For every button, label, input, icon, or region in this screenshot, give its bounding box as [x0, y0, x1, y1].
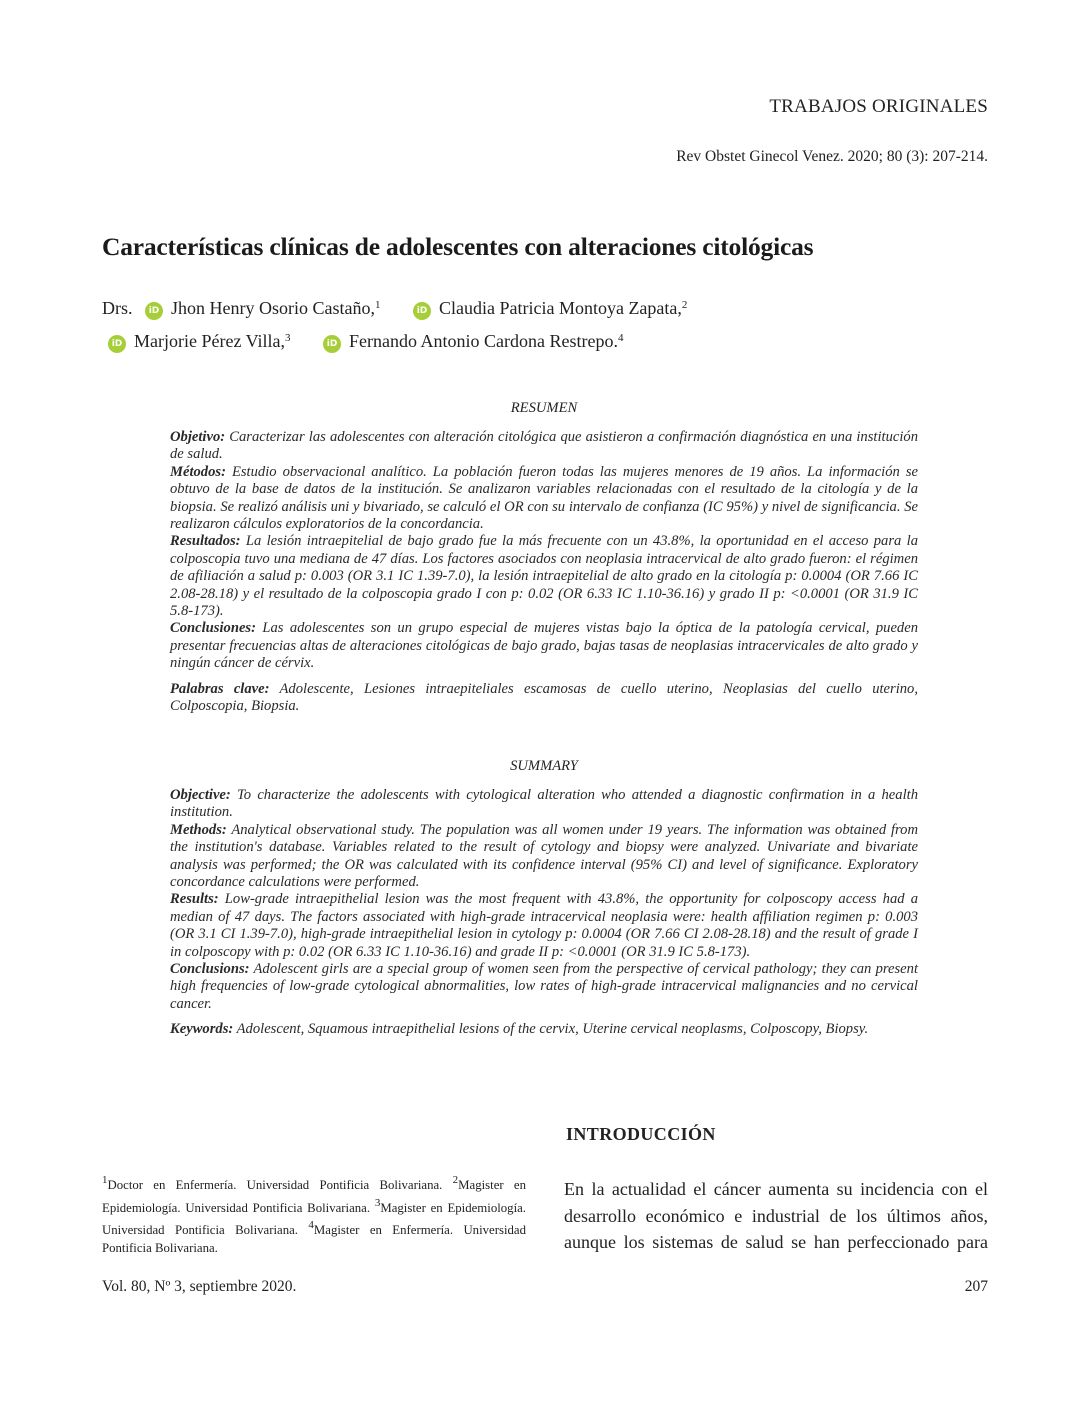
author-name: Fernando Antonio Cardona Restrepo. [349, 331, 618, 351]
author-affiliation-mark: 2 [681, 299, 688, 311]
summary-heading: SUMMARY [510, 758, 578, 774]
resumen-body [170, 429, 918, 716]
summary-body [170, 787, 918, 1039]
authors-prefix: Drs. [102, 298, 133, 318]
summary-objective: Objective: To characterize the adolescents with cytological alteration who attended a diagnostic confirmation in a health institution. [170, 787, 918, 821]
introduction-line: En la actualidad el cáncer aumenta su incidencia con el [564, 1179, 988, 1199]
orcid-icon[interactable]: iD [145, 302, 163, 320]
introduction-body [564, 1176, 988, 1256]
orcid-icon[interactable]: iD [413, 302, 431, 320]
page-number: 207 [964, 1278, 988, 1295]
resumen-palabras-clave: Palabras clave: Adolescente, Lesiones intraepiteliales escamosas de cuello uterino, Neoplasias del cuello uterino, Colposcopia, Biopsia. [170, 680, 918, 715]
summary-conclusions: Conclusions: Adolescent girls are a special group of women seen from the perspective of cervical pathology; they can present high frequencies of low-grade cytological abnormalities, low rates of high-grade intracervical malignancies and no cervical cancer. [170, 961, 918, 1012]
resumen-objetivo: Objetivo: Caracterizar las adolescentes con alteración citológica que asistieron a confirmación diagnóstica en una institución de salud. [170, 429, 918, 463]
introduction-heading: INTRODUCCIÓN [566, 1124, 716, 1144]
journal-citation: Rev Obstet Ginecol Venez. 2020; 80 (3): 207-214. [676, 148, 988, 165]
resumen-heading: RESUMEN [510, 400, 578, 416]
affiliations-footnote: $^1$Doctor en Enfermería. Universidad Pontificia Bolivariana. $^2$Magister en Epidemiología. Universidad Pontificia Bolivariana. $^3$Magister en Epidemiología. Universidad Pontificia Bolivariana. $^4$Magister en Enfermería. Universidad Pontificia Bolivariana. [102, 1174, 526, 1255]
section-label: TRABAJOS ORIGINALES [769, 96, 988, 117]
article-title: Características clínicas de adolescentes con alteraciones citológicas [102, 232, 814, 261]
author-name: Jhon Henry Osorio Castaño, [171, 298, 375, 318]
summary-results: Results: Low-grade intraepithelial lesion was the most frequent with 43.8%, the opportunity for colposcopy access had a median of 47 days. The factors associated with high-grade intracervical neoplasia were: health affiliation regimen p: 0.003 (OR 3.1 CI 1.39-7.0), high-grade intraepithelial lesion in cytology p: 0.0004 (OR 7.66 CI 2.08-28.18) and the result of grade I in colposcopy with p: 0.02 (OR 6.33 IC 1.10-36.16) and grade II p: <0.0001 (OR 31.9 IC 5.8-173). [170, 891, 918, 960]
author-name: Marjorie Pérez Villa, [134, 331, 286, 351]
author-affiliation-mark: 1 [374, 299, 381, 311]
author-affiliation-mark: 4 [618, 332, 624, 344]
author-name: Claudia Patricia Montoya Zapata, [438, 298, 682, 318]
resumen-conclusiones: Conclusiones: Las adolescentes son un grupo especial de mujeres vistas bajo la óptica de la patología cervical, pueden presentar frecuencias altas de alteraciones citológicas de bajo grado, bajas tasas de neoplasias intracervicales de alto grado y ningún cáncer de cérvix. [170, 620, 918, 672]
orcid-icon[interactable]: iD [323, 335, 341, 353]
footer-volume: Vol. 80, Nº 3, septiembre 2020. [102, 1278, 297, 1295]
summary-keywords: Keywords: Adolescent, Squamous intraepithelial lesions of the cervix, Uterine cervical neoplasms, Colposcopy, Biopsy. [170, 1021, 869, 1038]
resumen-resultados: Resultados: La lesión intraepitelial de bajo grado fue la más frecuente con un 43.8%, la oportunidad en el acceso para la colposcopia tuvo una mediana de 47 días. Los factores asociados con neoplasia intracervical de alto grado fueron: el régimen de afiliación a salud p: 0.003 (OR 3.1 IC 1.39-7.0), la lesión intraepitelial de alto grado en la citología p: 0.0004 (OR 7.66 IC 2.08-28.18) y el resultado de la colposcopia grado I con p: 0.02 (OR 6.33 IC 1.10-36.16) y grado II p: <0.0001 (OR 31.9 IC 5.8-173). [170, 533, 918, 620]
resumen-metodos: Métodos: Estudio observacional analítico. La población fueron todas las mujeres menores de 19 años. La información se obtuvo de la base de datos de la institución. Se analizaron variables relacionadas con el resultado de la citología y de la biopsia. Se realizó análisis uni y bivariado, se calculó el OR con su intervalo de confianza (IC 95%) y nivel de significancia. Se realizaron cálculos exploratorios de la concordancia. [170, 463, 918, 533]
orcid-icon[interactable]: iD [108, 335, 126, 353]
introduction-line: desarrollo económico e industrial de los últimos años, [564, 1205, 988, 1226]
summary-methods: Methods: Analytical observational study. The population was all women under 19 years. The information was obtained from the institution's database. Variables related to the result of cytology and biopsy were analyzed. Univariate and bivariate analysis was performed; the OR was calculated with its confidence interval (95% CI) and level of significance. Exploratory concordance calculations were performed. [170, 821, 918, 891]
author-list [102, 290, 1002, 356]
author-affiliation-mark: 3 [285, 332, 291, 344]
introduction-line: aunque los sistemas de salud se han perfeccionado para [564, 1232, 988, 1252]
